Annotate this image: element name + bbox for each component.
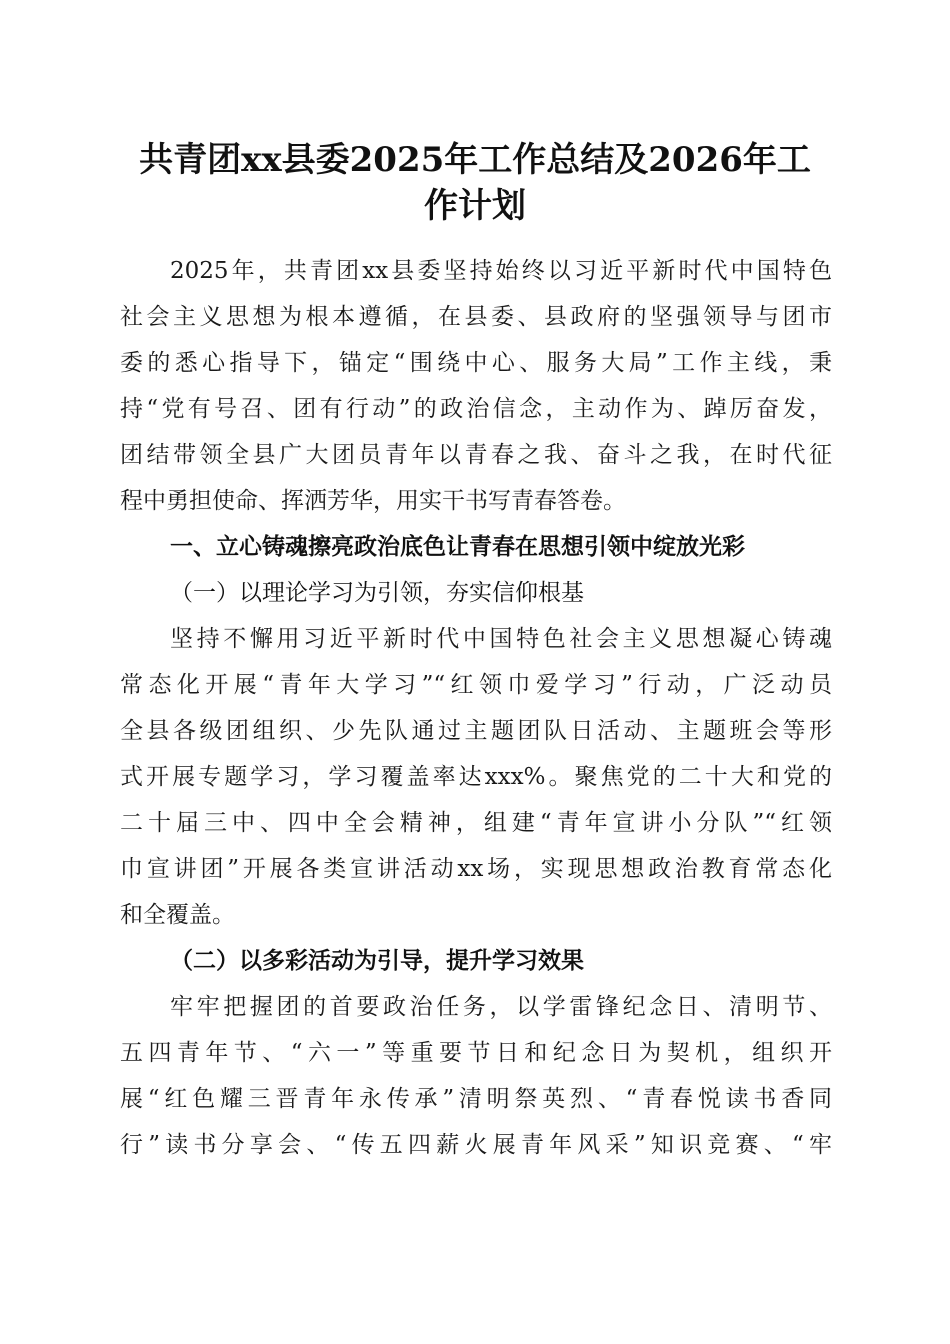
text-line: 坚持不懈用习近平新时代中国特色社会主义思想凝心铸魂 — [170, 626, 832, 652]
text-line: 巾宣讲团”开展各类宣讲活动xx场，实现思想政治教育常态化 — [120, 856, 832, 882]
subsection-1-paragraph — [120, 616, 832, 938]
text-line: 社会主义思想为根本遵循，在县委、县政府的坚强领导与团市 — [120, 304, 832, 330]
intro-paragraph — [120, 248, 832, 524]
title-line-1: 共青团xx县委2025年工作总结及2026年工 — [139, 140, 811, 180]
text-line: 牢牢把握团的首要政治任务，以学雷锋纪念日、清明节、 — [170, 994, 832, 1020]
text-line: 式开展专题学习，学习覆盖率达xxx%。聚焦党的二十大和党的 — [120, 764, 832, 790]
text-line: 常态化开展“青年大学习”“红领巾爱学习”行动，广泛动员 — [120, 672, 832, 698]
subsection-heading: （二）以多彩活动为引导，提升学习效果 — [170, 947, 584, 974]
document-title — [120, 137, 830, 229]
text-line: 展“红色耀三晋青年永传承”清明祭英烈、“青春悦读书香同 — [120, 1086, 832, 1112]
text-line: 持“党有号召、团有行动”的政治信念，主动作为、踔厉奋发， — [120, 396, 832, 422]
title-line-2: 作计划 — [424, 186, 526, 226]
text-line: 委的悉心指导下，锚定“围绕中心、服务大局”工作主线，秉 — [120, 350, 832, 376]
subsection-heading: （一）以理论学习为引领，夯实信仰根基 — [170, 580, 584, 606]
text-line: 2025年，共青团xx县委坚持始终以习近平新时代中国特色 — [170, 258, 832, 284]
text-line: 团结带领全县广大团员青年以青春之我、奋斗之我，在时代征 — [120, 442, 832, 468]
text-line: 全县各级团组织、少先队通过主题团队日活动、主题班会等形 — [120, 718, 832, 744]
text-line: 和全覆盖。 — [120, 902, 235, 928]
text-line: 五四青年节、“六一”等重要节日和纪念日为契机，组织开 — [120, 1040, 832, 1066]
subsection-2-paragraph — [120, 984, 832, 1168]
document-body — [120, 248, 832, 1168]
text-line: 程中勇担使命、挥洒芳华，用实干书写青春答卷。 — [120, 488, 626, 514]
text-line: 二十届三中、四中全会精神，组建“青年宣讲小分队”“红领 — [120, 810, 832, 836]
section-heading: 一、立心铸魂擦亮政治底色让青春在思想引领中绽放光彩 — [170, 534, 745, 560]
text-line: 行”读书分享会、“传五四薪火展青年风采”知识竞赛、“牢 — [120, 1132, 832, 1158]
